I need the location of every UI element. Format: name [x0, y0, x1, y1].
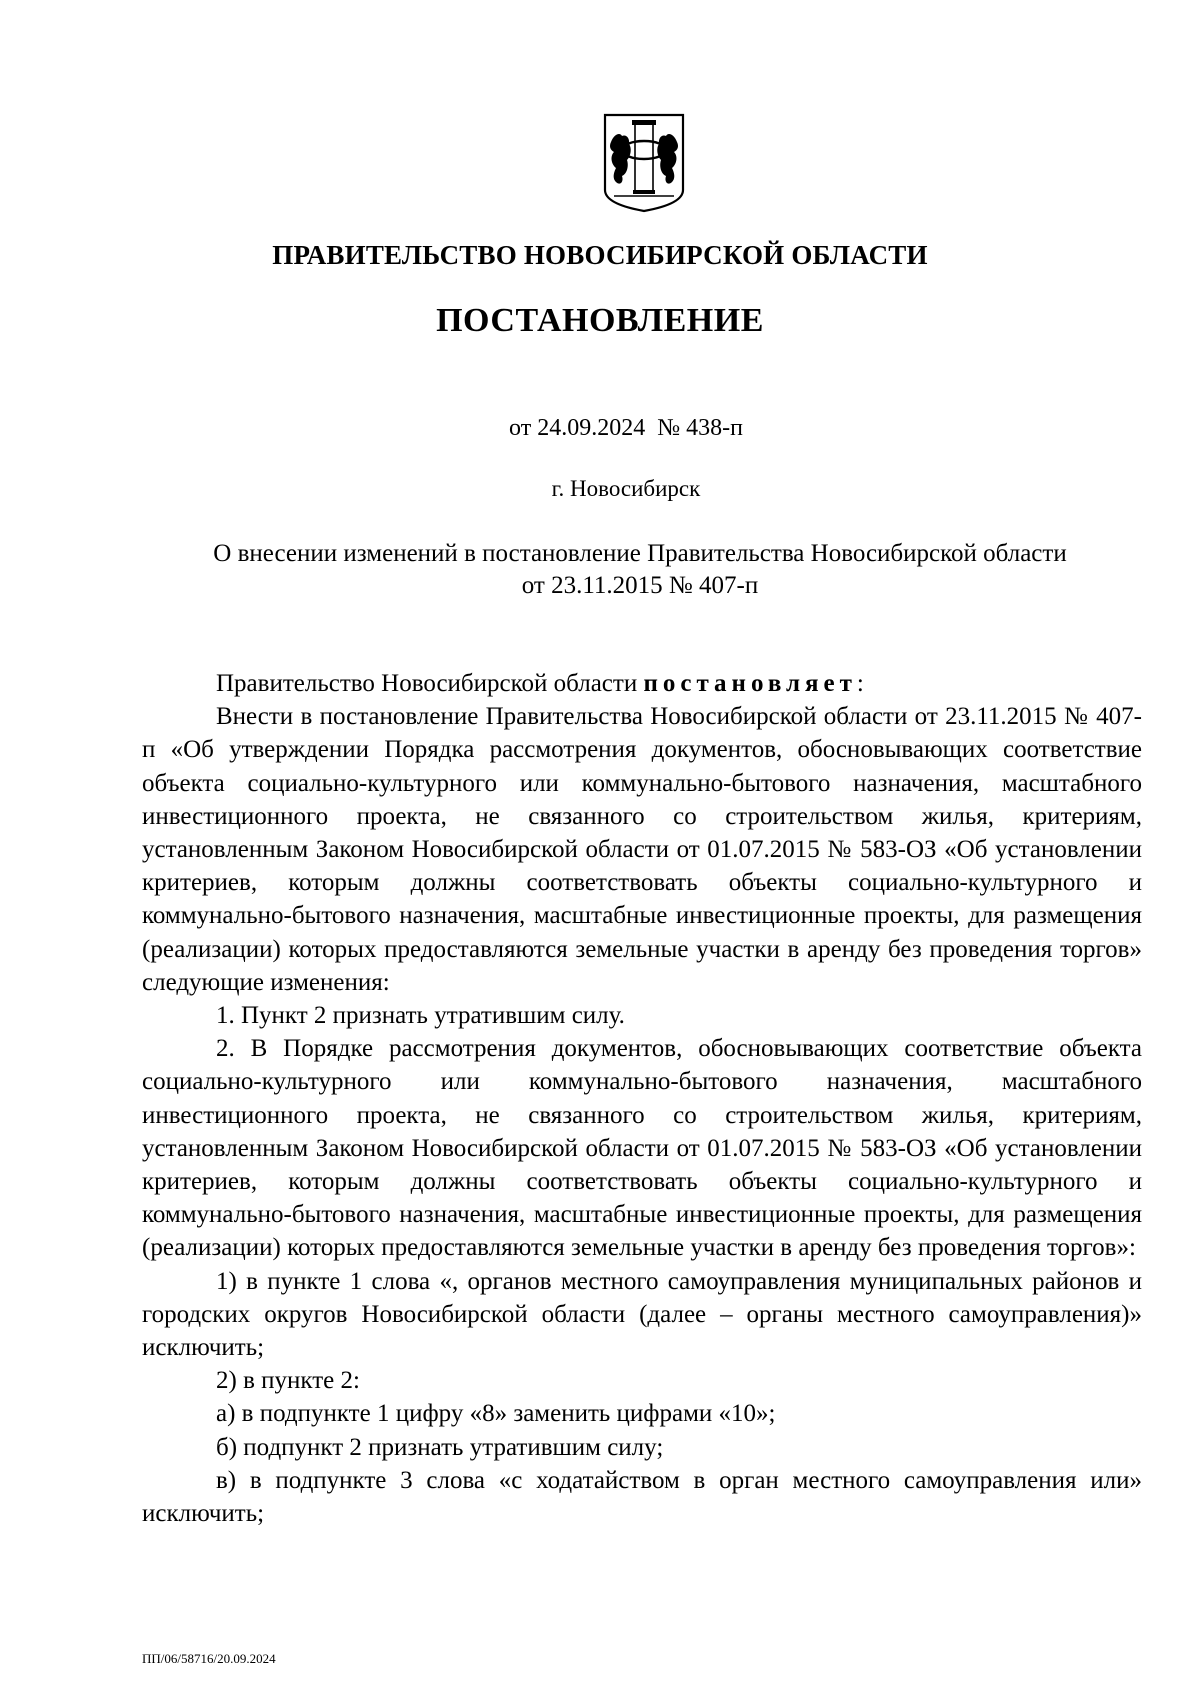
document-city: г. Новосибирск [551, 476, 701, 501]
subitem-1-paragraph: 1) в пункте 1 слова «, органов местного самоуправления муниципальных районов и городских округов Новосибирской области (далее – органы местного самоуправления)» исключить; [142, 1267, 1142, 1362]
document-subject [140, 538, 1140, 602]
intro-colon: : [856, 670, 864, 697]
main-paragraph: Внести в постановление Правительства Новосибирской области от 23.11.2015 № 407-п «Об утверждении Порядка рассмотрения документов, обосновывающих соответствие объекта социально-культурного или коммунально-бытового назначения, масштабного инвестиционного проекта, не связанного со строительством жилья, критериям, установленным Законом Новосибирской области от 01.07.2015 № 583-ОЗ «Об установлении критериев, которым должны соответствовать объекты социально-культурного и коммунально-бытового назначения, масштабные инвестиционные проекты, для размещения (реализации) которых предоставляются земельные участки в аренду без проведения торгов» следующие изменения: [142, 703, 1142, 996]
subitem-2a-paragraph: а) в подпункте 1 цифру «8» заменить цифрами «10»; [216, 1400, 776, 1428]
intro-emphasis: постановляет [643, 670, 857, 697]
subitem-2c-paragraph: в) в подпункте 3 слова «с ходатайством в орган местного самоуправления или» исключить; [142, 1466, 1142, 1528]
subitem-2-paragraph: 2) в пункте 2: [216, 1367, 360, 1395]
document-body [142, 667, 1142, 1530]
item-1-paragraph: 1. Пункт 2 признать утратившим силу. [216, 1002, 625, 1030]
document-date-number: от 24.09.2024 № 438-п [509, 415, 743, 441]
document-type-title: ПОСТАНОВЛЕНИЕ [436, 302, 764, 339]
subject-line-2: от 23.11.2015 № 407-п [521, 572, 759, 599]
subject-line-1: О внесении изменений в постановление Правительства Новосибирской области [213, 540, 1067, 567]
intro-text: Правительство Новосибирской области [216, 670, 644, 697]
organization-title: ПРАВИТЕЛЬСТВО НОВОСИБИРСКОЙ ОБЛАСТИ [272, 240, 928, 270]
document-footer-code: ПП/06/58716/20.09.2024 [142, 1651, 276, 1666]
intro-paragraph [142, 667, 1142, 700]
coat-of-arms-icon [602, 112, 686, 214]
subitem-2b-paragraph: б) подпункт 2 признать утратившим силу; [216, 1433, 664, 1461]
item-2-paragraph: 2. В Порядке рассмотрения документов, обосновывающих соответствие объекта социально-культурного или коммунально-бытового назначения, масштабного инвестиционного проекта, не связанного со строительством жилья, критериям, установленным Законом Новосибирской области от 01.07.2015 № 583-ОЗ «Об установлении критериев, которым должны соответствовать объекты социально-культурного и коммунально-бытового назначения, масштабные инвестиционные проекты, для размещения (реализации) которых предоставляются земельные участки в аренду без проведения торгов»: [142, 1035, 1142, 1262]
